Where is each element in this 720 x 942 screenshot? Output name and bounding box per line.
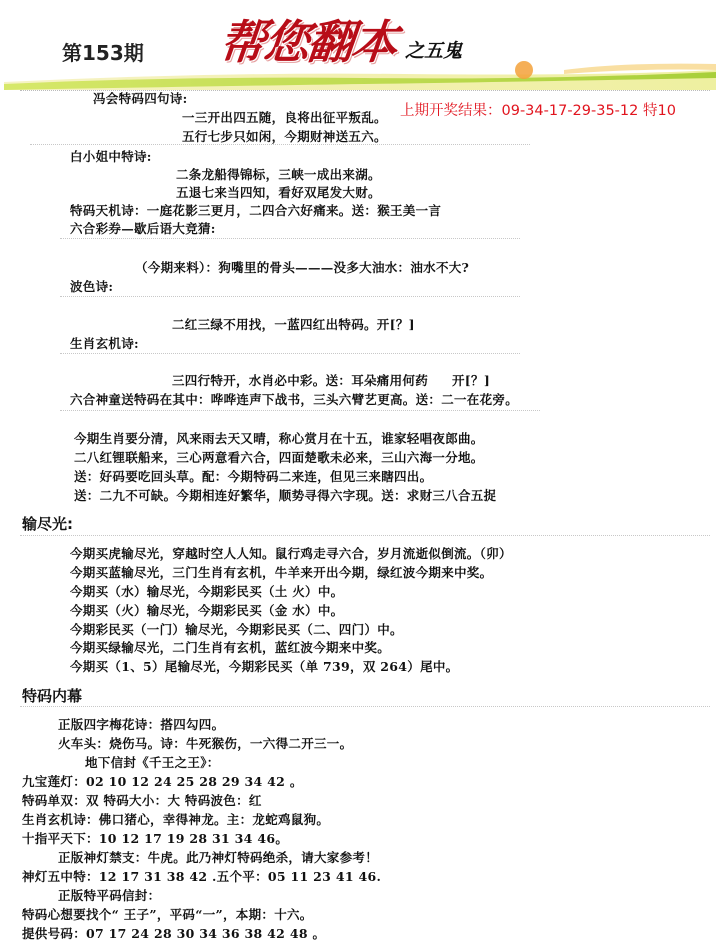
text-line: 提供号码：07 17 24 28 30 34 36 38 42 48 。	[22, 926, 326, 941]
text-line: 特码单双：双 特码大小：大 特码波色：红	[22, 793, 262, 808]
issue-number: 第153期	[62, 41, 144, 65]
page-subtitle: 之五鬼	[405, 40, 463, 62]
section-heading: 输尽光:	[22, 515, 73, 533]
header-banner	[4, 60, 716, 90]
divider	[20, 535, 710, 536]
poem-line: 五行七步只如闲，今期财神送五六。	[182, 129, 387, 144]
divider	[60, 410, 540, 411]
divider	[60, 296, 520, 297]
text-line: 生肖玄机诗：佛口猪心，幸得神龙。主：龙蛇鸡鼠狗。	[22, 812, 330, 827]
poem-line: 一三开出四五随，良将出征平叛乱。	[182, 110, 387, 125]
divider	[60, 238, 520, 239]
text-line: 二八红锂联船来，三心两意看六合，四面楚歌未必来，三山六海一分地。	[74, 450, 484, 465]
text-line: 今期买蓝输尽光，三门生肖有玄机，牛羊来开出今期，绿红波今期来中奖。	[70, 565, 493, 580]
text-line: 二红三绿不用找，一蓝四红出特码。开[？]	[172, 317, 415, 332]
text-line: （今期来料）：狗嘴里的骨头———没多大油水：油水不大?	[135, 260, 470, 275]
text-line: 正版四字梅花诗：搭四勾四。	[58, 717, 225, 732]
text-line: 今期买绿输尽光，二门生肖有玄机，蓝红波今期来中奖。	[70, 640, 391, 655]
divider	[60, 353, 520, 354]
text-line: 特码天机诗：一庭花影三更月，二四合六好痛来。送：猴王美一言	[70, 203, 442, 218]
poem-line: 二条龙船得锦标，三峡一成出来湖。	[176, 167, 381, 182]
text-line: 火车头：烧伤马。诗：牛死猴伤，一六得二开三一。	[58, 736, 353, 751]
text-line: 开[？]	[452, 373, 491, 388]
poem-line: 五退七来当四知，看好双尾发大财。	[176, 185, 381, 200]
divider	[20, 706, 710, 707]
text-line: 六合神童送特码在其中：哗哗连声下战书，三头六臂艺更高。送：二一在花旁。	[70, 392, 519, 407]
text-line: 今期生肖要分清，风来雨去天又晴，称心赏月在十五，谁家轻唱夜郎曲。	[74, 431, 484, 446]
text-line: 送：好码要吃回头草。配：今期特码二来连，但见三来瞎四出。	[74, 469, 433, 484]
text-line: 六合彩券—歇后语大竞猜:	[70, 221, 216, 236]
text-line: 九宝莲灯：02 10 12 24 25 28 29 34 42 。	[22, 774, 303, 789]
text-line: 神灯五中特：12 17 31 38 42 .五个平：05 11 23 41 46.	[22, 869, 382, 884]
text-line: 今期买（水）输尽光，今期彩民买（土 火）中。	[70, 584, 344, 599]
text-line: 送：二九不可缺。今期相连好繁华，顺势寻得六字现。送：求财三八合五捉	[74, 488, 497, 503]
text-line: 三四行特开，水肖必中彩。送：耳朵痛用何药	[172, 373, 429, 388]
section-heading: 特码内幕	[22, 687, 83, 705]
page-title: 帮您翻本	[216, 15, 399, 69]
text-line: 今期买（1、5）尾输尽光，今期彩民买（单 739，双 264）尾中。	[70, 659, 459, 674]
poem-heading: 生肖玄机诗:	[70, 336, 139, 351]
text-line: 地下信封《千王之王》：	[85, 755, 220, 770]
divider	[30, 144, 530, 145]
poem-heading: 冯会特码四句诗:	[93, 91, 188, 106]
text-line: 十指平天下：10 12 17 19 28 31 34 46。	[22, 831, 289, 846]
text-line: 今期买（火）输尽光，今期彩民买（金 水）中。	[70, 603, 344, 618]
last-result: 上期开奖结果：09-34-17-29-35-12 特10	[400, 103, 676, 119]
text-line: 特码心想要找个“ 王子”，平码“一”，本期：十六。	[22, 907, 313, 922]
text-line: 正版特平码信封：	[58, 888, 161, 903]
poem-heading: 波色诗:	[70, 279, 114, 294]
text-line: 正版神灯禁支：牛虎。此乃神灯特码绝杀，请大家参考！	[58, 850, 379, 865]
text-line: 今期买虎输尽光，穿越时空人人知。鼠行鸡走寻六合，岁月流逝似倒流。（卯）	[70, 546, 512, 561]
text-line: 今期彩民买（一门）输尽光，今期彩民买（二、四门）中。	[70, 622, 403, 637]
poem-heading: 白小姐中特诗:	[70, 149, 152, 164]
